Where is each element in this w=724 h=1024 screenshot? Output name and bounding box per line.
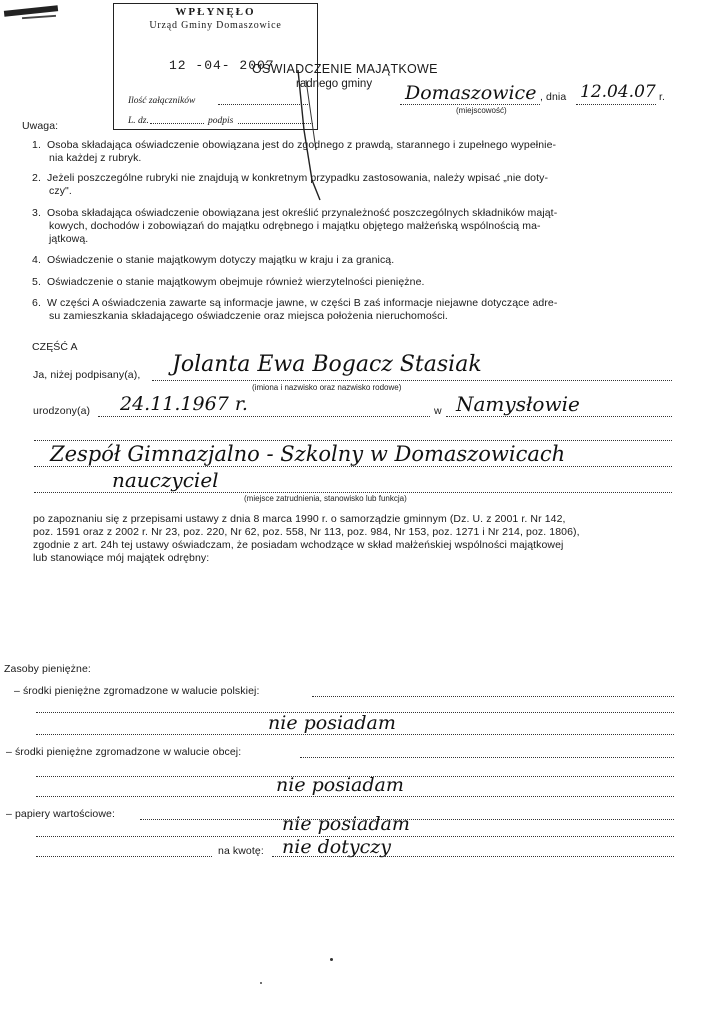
name-label: Ja, niżej podpisany(a), (33, 369, 141, 381)
note-num: 1. (32, 139, 41, 151)
stamp-ref-label: L. dz. (128, 116, 149, 126)
note-text: Jeżeli poszczególne rubryki nie znajdują w konkretnym przypadku zastosowania, należy wpisać „nie doty- (47, 172, 549, 184)
note-text: Oświadczenie o stanie majątkowym obejmuje również wierzytelności pieniężne. (47, 276, 425, 288)
foreign-value: nie posiadam (276, 774, 404, 796)
foreign-line-3 (36, 796, 674, 797)
amount-value: nie dotyczy (282, 836, 391, 858)
note-num: 2. (32, 172, 41, 184)
scan-speck (330, 958, 333, 961)
amount-line-left (36, 856, 212, 857)
statement-line: zgodnie z art. 24h tej ustawy oświadczam, że posiadam wchodzące w skład małżeńskiej wspólności majątkowej (33, 539, 564, 551)
position-value: nauczyciel (112, 468, 219, 492)
note-num: 5. (32, 276, 41, 288)
stamp-date: 12 -04- 2007 (169, 58, 275, 73)
stamp-office: Urząd Gminy Domaszowice (149, 20, 282, 31)
born-value: 24.11.1967 r. (120, 393, 248, 415)
born-in-label: w (434, 405, 442, 417)
note-num: 3. (32, 207, 41, 219)
statement-line: lub stanowiące mój majątek odrębny: (33, 552, 210, 564)
note-num: 6. (32, 297, 41, 309)
workplace-line (34, 466, 672, 467)
place-value: Domaszowice (405, 82, 537, 104)
statement-line: po zapoznaniu się z przepisami ustawy z dnia 8 marca 1990 r. o samorządzie gminnym (Dz. U. z 2001 r. Nr 142, (33, 513, 566, 525)
name-line (152, 380, 672, 381)
place-caption: (miejscowość) (456, 106, 507, 115)
scan-speck (260, 982, 262, 984)
note-item (32, 276, 672, 289)
born-place-line (446, 416, 672, 417)
date-label: , dnia (540, 91, 567, 103)
note-num: 4. (32, 254, 41, 266)
amount-label: na kwotę: (218, 845, 264, 857)
place-line (400, 104, 540, 105)
position-line (34, 492, 672, 493)
note-text: Osoba składająca oświadczenie obowiązana jest określić przynależność poszczególnych składników mająt- (47, 207, 558, 219)
note-item (32, 139, 672, 165)
amount-line-right (272, 856, 674, 857)
name-caption: (imiona i nazwisko oraz nazwisko rodowe) (252, 383, 402, 392)
pln-label: – środki pieniężne zgromadzone w walucie polskiej: (14, 685, 260, 697)
pen-mark-2 (22, 15, 56, 19)
workplace-caption: (miejsce zatrudnienia, stanowisko lub funkcja) (244, 494, 407, 503)
securities-value: nie posiadam (282, 813, 410, 835)
note-text: W części A oświadczenia zawarte są informacje jawne, w części B zaś informacje niejawne dotyczące adre- (47, 297, 558, 309)
document-title: OŚWIADCZENIE MAJĄTKOWE (252, 62, 438, 76)
document-subtitle: radnego gminy (296, 78, 373, 90)
part-a-heading: CZĘŚĆ A (32, 341, 78, 353)
workplace-value: Zespół Gimnazjalno - Szkolny w Domaszowicach (50, 442, 566, 466)
notes-heading: Uwaga: (22, 120, 59, 132)
stamp-sign-label: podpis (208, 116, 234, 126)
name-value: Jolanta Ewa Bogacz Stasiak (172, 352, 482, 377)
note-item (32, 172, 672, 198)
securities-label: – papiery wartościowe: (6, 808, 115, 820)
note-item (32, 207, 672, 246)
resources-heading: Zasoby pieniężne: (4, 663, 91, 675)
note-text-cont: su zamieszkania składającego oświadczenie oraz miejsca położenia nieruchomości. (49, 310, 448, 322)
blank-line (34, 440, 672, 441)
note-text: Osoba składająca oświadczenie obowiązana jest do zgodnego z prawdą, starannego i zupełnego wypełnie- (47, 139, 557, 151)
stamp-title: WPŁYNĘŁO (175, 6, 256, 18)
pln-value: nie posiadam (268, 712, 396, 734)
born-place: Namysłowie (456, 392, 580, 416)
foreign-label: – środki pieniężne zgromadzone w walucie obcej: (6, 746, 242, 758)
pln-line-1 (312, 696, 674, 697)
note-item (32, 297, 672, 323)
date-suffix: r. (659, 91, 666, 103)
statement-line: poz. 1591 oraz z 2002 r. Nr 23, poz. 220, Nr 62, poz. 558, Nr 113, poz. 984, Nr 153, poz. 1271 i Nr 214, poz. 1806), (33, 526, 580, 538)
note-text: Oświadczenie o stanie majątkowym dotyczy majątku w kraju i za granicą. (47, 254, 395, 266)
stamp-ref-line (150, 123, 204, 124)
note-text-cont: nia każdej z rubryk. (49, 152, 142, 164)
stamp-attachments-label: Ilość załączników (128, 96, 196, 106)
date-line (576, 104, 656, 105)
foreign-line-1 (300, 757, 674, 758)
date-value: 12.04.07 (580, 82, 656, 102)
born-line (98, 416, 430, 417)
note-text-cont: czy". (49, 185, 72, 197)
born-label: urodzony(a) (33, 405, 91, 417)
note-text-cont: kowych, dochodów i zobowiązań do majątku odrębnego i majątku objętego małżeńską wspólnością ma- (49, 220, 541, 232)
pln-line-3 (36, 734, 674, 735)
note-text-cont-2: jątkową. (49, 233, 89, 245)
note-item (32, 254, 672, 267)
statement (33, 513, 693, 565)
